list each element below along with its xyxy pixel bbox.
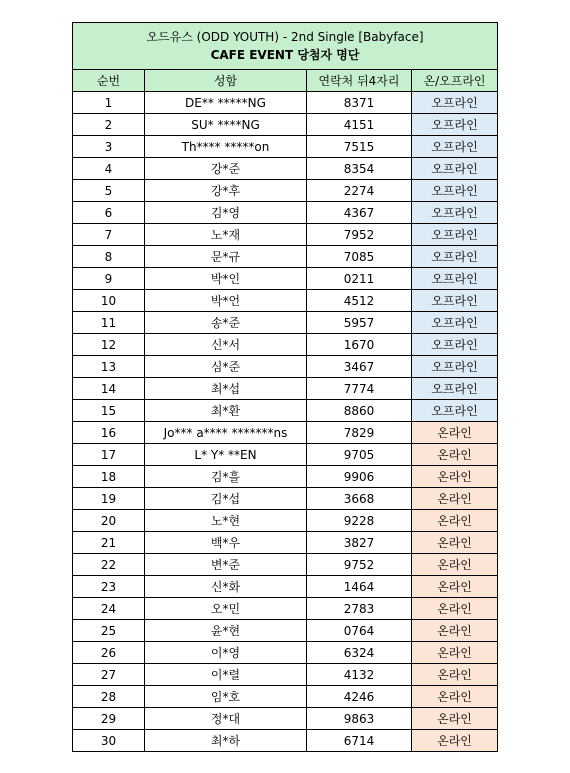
row-name: 윤*현	[145, 620, 307, 642]
row-number: 25	[73, 620, 145, 642]
table-row	[73, 532, 498, 554]
row-type: 온라인	[412, 686, 498, 708]
column-header-number: 순번	[73, 70, 145, 92]
table-row	[73, 268, 498, 290]
row-name: 최*섭	[145, 378, 307, 400]
row-name: 문*규	[145, 246, 307, 268]
row-phone-last4: 7829	[307, 422, 412, 444]
row-number: 2	[73, 114, 145, 136]
column-header-name: 성함	[145, 70, 307, 92]
table-row	[73, 114, 498, 136]
row-phone-last4: 8371	[307, 92, 412, 114]
row-number: 12	[73, 334, 145, 356]
row-type: 온라인	[412, 642, 498, 664]
row-name: 임*호	[145, 686, 307, 708]
row-phone-last4: 2783	[307, 598, 412, 620]
table-row	[73, 664, 498, 686]
row-phone-last4: 4132	[307, 664, 412, 686]
row-number: 7	[73, 224, 145, 246]
row-name: DE** *****NG	[145, 92, 307, 114]
row-number: 19	[73, 488, 145, 510]
row-type: 오프라인	[412, 180, 498, 202]
row-phone-last4: 0764	[307, 620, 412, 642]
row-name: Jo*** a**** *******ns	[145, 422, 307, 444]
row-phone-last4: 8860	[307, 400, 412, 422]
table-row	[73, 620, 498, 642]
row-number: 22	[73, 554, 145, 576]
table-row	[73, 708, 498, 730]
row-phone-last4: 4246	[307, 686, 412, 708]
title-line-2: CAFE EVENT 당첨자 명단	[210, 48, 360, 62]
row-type: 오프라인	[412, 334, 498, 356]
row-type: 온라인	[412, 466, 498, 488]
row-type: 온라인	[412, 620, 498, 642]
row-name: 강*후	[145, 180, 307, 202]
row-type: 온라인	[412, 664, 498, 686]
row-name: 오*민	[145, 598, 307, 620]
row-number: 15	[73, 400, 145, 422]
row-phone-last4: 7085	[307, 246, 412, 268]
row-type: 오프라인	[412, 224, 498, 246]
row-number: 10	[73, 290, 145, 312]
table-row	[73, 576, 498, 598]
row-type: 온라인	[412, 576, 498, 598]
table-row	[73, 356, 498, 378]
row-phone-last4: 6324	[307, 642, 412, 664]
row-name: 김*섭	[145, 488, 307, 510]
row-number: 13	[73, 356, 145, 378]
row-name: 박*인	[145, 268, 307, 290]
row-name: 송*준	[145, 312, 307, 334]
row-type: 오프라인	[412, 92, 498, 114]
row-phone-last4: 7952	[307, 224, 412, 246]
column-header-phone: 연락처 뒤4자리	[307, 70, 412, 92]
column-header-row	[73, 70, 498, 92]
table-row	[73, 554, 498, 576]
row-type: 온라인	[412, 730, 498, 752]
row-name: 신*서	[145, 334, 307, 356]
row-number: 3	[73, 136, 145, 158]
row-name: 신*화	[145, 576, 307, 598]
row-name: 백*우	[145, 532, 307, 554]
title-line-1: 오드유스 (ODD YOUTH) - 2nd Single [Babyface]	[146, 30, 424, 44]
row-type: 오프라인	[412, 356, 498, 378]
row-phone-last4: 1670	[307, 334, 412, 356]
row-number: 29	[73, 708, 145, 730]
row-phone-last4: 9752	[307, 554, 412, 576]
table-title	[73, 23, 498, 70]
row-number: 9	[73, 268, 145, 290]
table-row	[73, 378, 498, 400]
row-phone-last4: 4512	[307, 290, 412, 312]
row-number: 4	[73, 158, 145, 180]
table-row	[73, 312, 498, 334]
row-phone-last4: 7515	[307, 136, 412, 158]
row-number: 17	[73, 444, 145, 466]
table-row	[73, 246, 498, 268]
row-phone-last4: 9863	[307, 708, 412, 730]
row-number: 27	[73, 664, 145, 686]
row-number: 8	[73, 246, 145, 268]
row-phone-last4: 8354	[307, 158, 412, 180]
row-name: L* Y* **EN	[145, 444, 307, 466]
row-number: 14	[73, 378, 145, 400]
row-type: 오프라인	[412, 268, 498, 290]
table-row	[73, 642, 498, 664]
row-phone-last4: 9228	[307, 510, 412, 532]
row-type: 오프라인	[412, 158, 498, 180]
row-name: 심*준	[145, 356, 307, 378]
row-phone-last4: 9906	[307, 466, 412, 488]
row-type: 오프라인	[412, 202, 498, 224]
table-row	[73, 488, 498, 510]
row-phone-last4: 0211	[307, 268, 412, 290]
row-name: 정*대	[145, 708, 307, 730]
row-name: 이*렬	[145, 664, 307, 686]
row-type: 오프라인	[412, 290, 498, 312]
winners-list	[73, 92, 498, 752]
row-number: 11	[73, 312, 145, 334]
row-name: 최*하	[145, 730, 307, 752]
row-number: 23	[73, 576, 145, 598]
table-row	[73, 422, 498, 444]
row-number: 20	[73, 510, 145, 532]
row-phone-last4: 5957	[307, 312, 412, 334]
row-type: 오프라인	[412, 400, 498, 422]
row-type: 오프라인	[412, 246, 498, 268]
table-row	[73, 334, 498, 356]
column-header-type: 온/오프라인	[412, 70, 498, 92]
row-phone-last4: 4367	[307, 202, 412, 224]
row-name: 최*환	[145, 400, 307, 422]
row-type: 온라인	[412, 598, 498, 620]
table-row	[73, 444, 498, 466]
row-name: 변*준	[145, 554, 307, 576]
row-type: 온라인	[412, 488, 498, 510]
row-phone-last4: 3467	[307, 356, 412, 378]
row-type: 온라인	[412, 510, 498, 532]
row-name: 김*흘	[145, 466, 307, 488]
table-row	[73, 598, 498, 620]
row-name: 강*준	[145, 158, 307, 180]
row-name: Th**** *****on	[145, 136, 307, 158]
row-number: 21	[73, 532, 145, 554]
table-row	[73, 510, 498, 532]
row-name: 노*재	[145, 224, 307, 246]
row-number: 24	[73, 598, 145, 620]
row-number: 5	[73, 180, 145, 202]
table-row	[73, 158, 498, 180]
table-row	[73, 400, 498, 422]
table-row	[73, 136, 498, 158]
row-number: 1	[73, 92, 145, 114]
table-row	[73, 290, 498, 312]
row-phone-last4: 3827	[307, 532, 412, 554]
row-number: 30	[73, 730, 145, 752]
row-type: 오프라인	[412, 114, 498, 136]
row-name: SU* ****NG	[145, 114, 307, 136]
row-type: 오프라인	[412, 136, 498, 158]
row-phone-last4: 2274	[307, 180, 412, 202]
row-type: 온라인	[412, 422, 498, 444]
row-name: 이*영	[145, 642, 307, 664]
row-number: 6	[73, 202, 145, 224]
row-number: 26	[73, 642, 145, 664]
row-name: 김*영	[145, 202, 307, 224]
row-name: 박*언	[145, 290, 307, 312]
row-type: 온라인	[412, 554, 498, 576]
row-type: 오프라인	[412, 312, 498, 334]
row-type: 오프라인	[412, 378, 498, 400]
row-phone-last4: 9705	[307, 444, 412, 466]
row-number: 16	[73, 422, 145, 444]
table-row	[73, 224, 498, 246]
row-phone-last4: 6714	[307, 730, 412, 752]
row-phone-last4: 4151	[307, 114, 412, 136]
row-type: 온라인	[412, 444, 498, 466]
row-type: 온라인	[412, 532, 498, 554]
table-row	[73, 202, 498, 224]
table-row	[73, 730, 498, 752]
row-number: 28	[73, 686, 145, 708]
table-row	[73, 92, 498, 114]
row-type: 온라인	[412, 708, 498, 730]
table-row	[73, 466, 498, 488]
row-name: 노*현	[145, 510, 307, 532]
row-phone-last4: 7774	[307, 378, 412, 400]
row-phone-last4: 3668	[307, 488, 412, 510]
table-row	[73, 180, 498, 202]
winners-table	[72, 22, 498, 752]
row-number: 18	[73, 466, 145, 488]
table-row	[73, 686, 498, 708]
row-phone-last4: 1464	[307, 576, 412, 598]
